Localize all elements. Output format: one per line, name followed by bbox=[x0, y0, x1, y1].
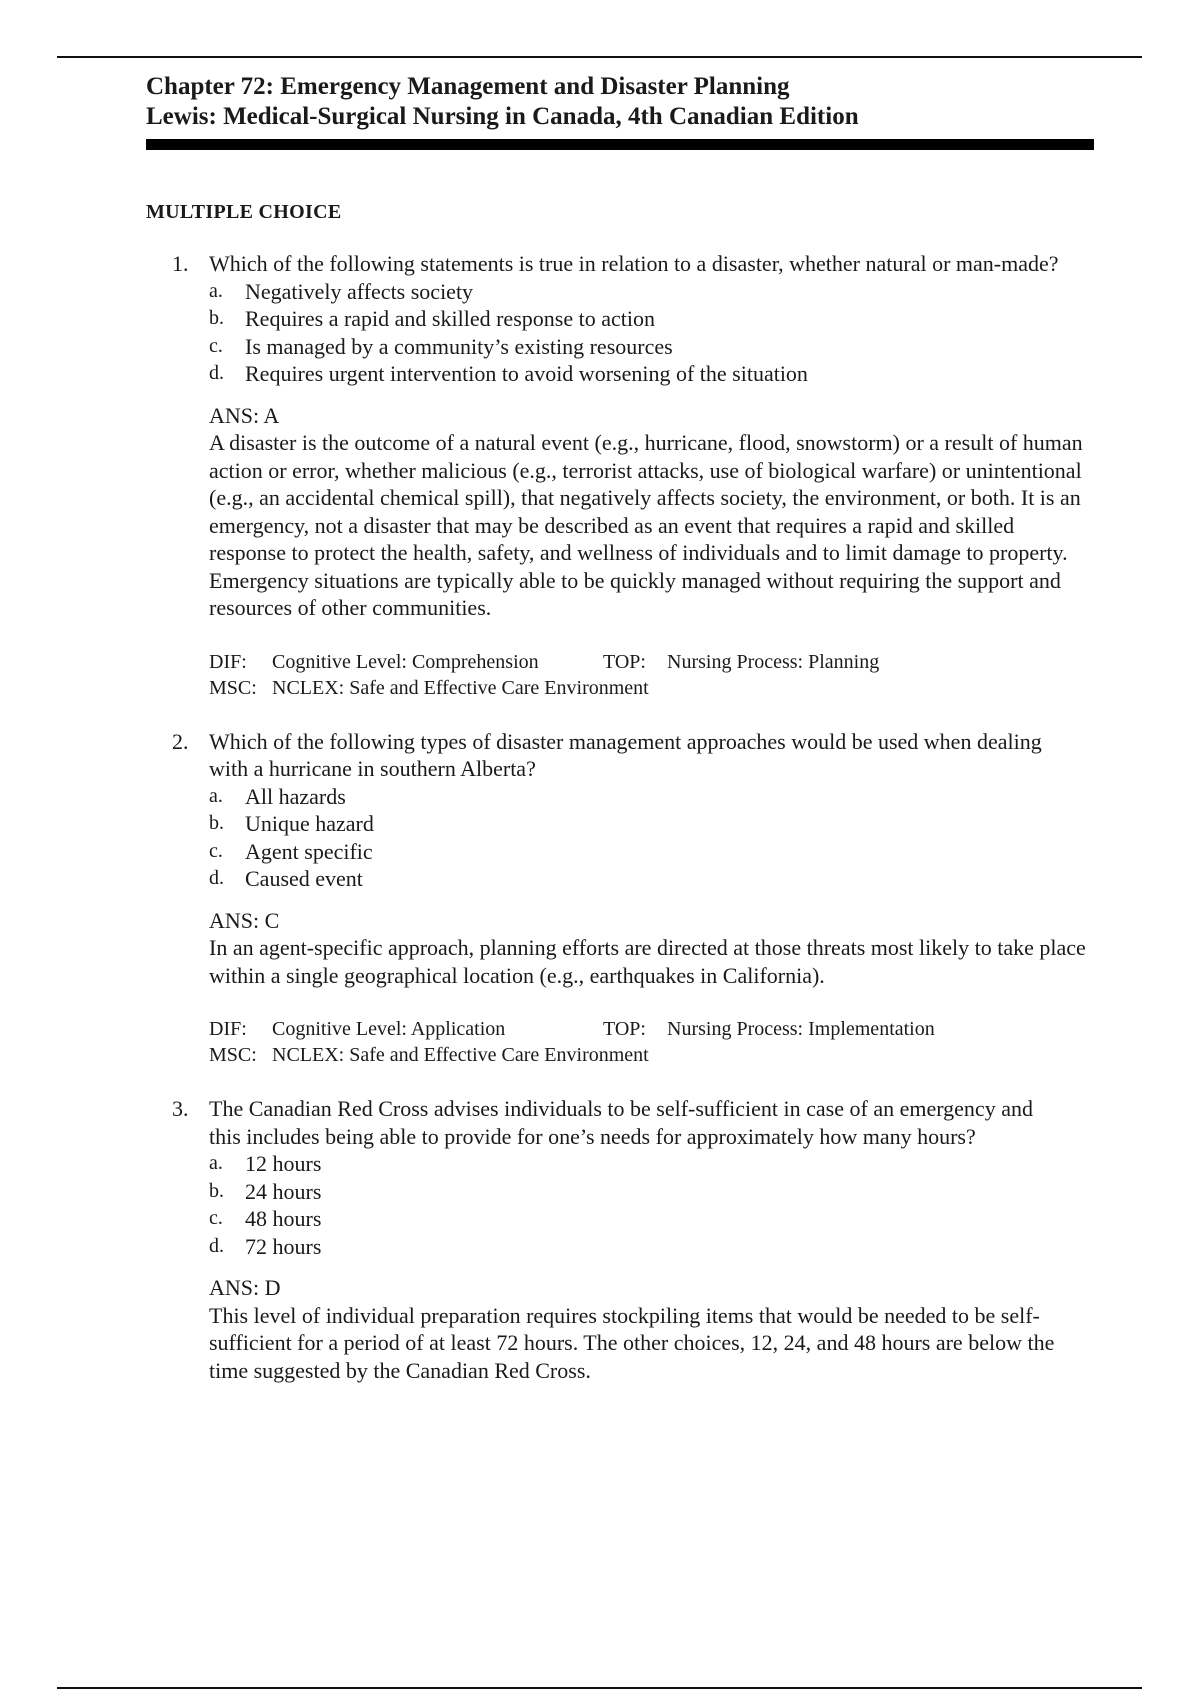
choice-letter: d. bbox=[209, 867, 224, 889]
choice-text: Unique hazard bbox=[245, 811, 374, 836]
question-1 bbox=[146, 250, 1096, 701]
question-stem: Which of the following types of disaster management approaches would be used when dealing with a hurricane in southern Alberta? bbox=[209, 728, 1042, 781]
question-stem: The Canadian Red Cross advises individuals to be self-sufficient in case of an emergency and this includes being able to provide for one’s needs for approximately how many hours? bbox=[209, 1096, 1033, 1149]
choice-text: 12 hours bbox=[245, 1151, 322, 1176]
choice-d bbox=[209, 865, 1096, 893]
msc-row bbox=[209, 675, 1096, 701]
choice-letter: c. bbox=[209, 334, 223, 357]
answer-key: ANS: D bbox=[209, 1275, 281, 1300]
choice-text: Requires a rapid and skilled response to action bbox=[245, 306, 655, 331]
question-number: 3. bbox=[172, 1096, 189, 1121]
choice-text: 24 hours bbox=[245, 1178, 322, 1204]
choice-a bbox=[209, 1150, 1096, 1178]
rationale-text: A disaster is the outcome of a natural event (e.g., hurricane, flood, snowstorm) or a result of human action or error, whether malicious (e.g., terrorist attacks, use of biological warfare) or unintentional (e.g., an accidental chemical spill), that negatively affects society, the environment, or both. It is an emergency, not a disaster that may be described as an event that requires a rapid and skilled response to protect the health, safety, and wellness of individuals and to limit damage to property. Emergency situations are typically able to be quickly managed without requiring the support and resources of other communities. bbox=[209, 430, 1083, 620]
choice-c bbox=[209, 1205, 1096, 1233]
choice-letter: b. bbox=[209, 307, 224, 329]
choice-letter: c. bbox=[209, 839, 223, 862]
msc-value: NCLEX: Safe and Effective Care Environment bbox=[272, 1044, 649, 1066]
bottom-page-rule bbox=[57, 1687, 1142, 1689]
dif-label: DIF: bbox=[209, 1018, 247, 1040]
choice-b bbox=[209, 810, 1096, 838]
choice-list bbox=[209, 783, 1096, 893]
question-number: 1. bbox=[172, 251, 189, 276]
dif-top-row bbox=[209, 1016, 1096, 1042]
choice-text: All hazards bbox=[245, 783, 346, 809]
rationale-text: In an agent-specific approach, planning efforts are directed at those threats most likely to take place within a single geographical location (e.g., earthquakes in California). bbox=[209, 935, 1086, 988]
choice-letter: a. bbox=[209, 784, 223, 807]
choice-b bbox=[209, 1178, 1096, 1206]
choice-text: Caused event bbox=[245, 866, 363, 891]
choice-b bbox=[209, 305, 1096, 333]
choice-a bbox=[209, 783, 1096, 811]
answer-block bbox=[209, 907, 1096, 990]
msc-label: MSC: bbox=[209, 676, 257, 699]
choice-letter: b. bbox=[209, 812, 224, 834]
choice-text: Is managed by a community’s existing resources bbox=[245, 333, 673, 359]
document-body bbox=[146, 72, 1096, 1384]
msc-row bbox=[209, 1042, 1096, 1068]
question-number: 2. bbox=[172, 728, 189, 754]
choice-letter: a. bbox=[209, 1152, 223, 1174]
question-2 bbox=[146, 728, 1096, 1069]
dif-top-row bbox=[209, 649, 1096, 675]
choice-a bbox=[209, 278, 1096, 306]
answer-key: ANS: C bbox=[209, 907, 280, 933]
choice-letter: a. bbox=[209, 279, 223, 302]
choice-c bbox=[209, 333, 1096, 361]
choice-d bbox=[209, 1233, 1096, 1261]
choice-letter: b. bbox=[209, 1179, 224, 1202]
choice-text: Negatively affects society bbox=[245, 278, 474, 304]
answer-block bbox=[209, 402, 1096, 622]
header-rule bbox=[146, 139, 1094, 150]
top-value: Nursing Process: Implementation bbox=[667, 1018, 935, 1040]
rationale-text: This level of individual preparation requires stockpiling items that would be needed to be self-sufficient for a period of at least 72 hours. The other choices, 12, 24, and 48 hours are below the time suggested by the Canadian Red Cross. bbox=[209, 1302, 1055, 1383]
top-label: TOP: bbox=[603, 1018, 646, 1040]
msc-value: NCLEX: Safe and Effective Care Environment bbox=[272, 676, 649, 699]
choice-letter: d. bbox=[209, 1234, 224, 1257]
choice-list bbox=[209, 278, 1096, 388]
top-value: Nursing Process: Planning bbox=[667, 650, 880, 673]
choice-text: 48 hours bbox=[245, 1206, 322, 1231]
question-metadata bbox=[209, 649, 1096, 701]
chapter-title: Chapter 72: Emergency Management and Disaster Planning bbox=[146, 73, 790, 100]
book-title: Lewis: Medical-Surgical Nursing in Canada, 4th Canadian Edition bbox=[146, 103, 859, 130]
question-3 bbox=[146, 1095, 1096, 1384]
question-metadata bbox=[209, 1016, 1096, 1068]
msc-label: MSC: bbox=[209, 1044, 257, 1066]
choice-letter: d. bbox=[209, 362, 224, 384]
question-stem: Which of the following statements is true in relation to a disaster, whether natural or man-made? bbox=[209, 251, 1059, 276]
choice-list bbox=[209, 1150, 1096, 1260]
dif-label: DIF: bbox=[209, 650, 247, 673]
choice-text: Agent specific bbox=[245, 838, 373, 864]
choice-text: 72 hours bbox=[245, 1233, 322, 1259]
dif-value: Cognitive Level: Comprehension bbox=[272, 650, 539, 673]
top-page-rule bbox=[57, 56, 1142, 58]
section-heading: MULTIPLE CHOICE bbox=[146, 201, 342, 223]
choice-d bbox=[209, 360, 1096, 388]
choice-text: Requires urgent intervention to avoid worsening of the situation bbox=[245, 361, 808, 386]
answer-key: ANS: A bbox=[209, 402, 280, 428]
choice-c bbox=[209, 838, 1096, 866]
answer-block bbox=[209, 1274, 1096, 1384]
top-label: TOP: bbox=[603, 650, 646, 673]
choice-letter: c. bbox=[209, 1207, 223, 1229]
document-header bbox=[146, 72, 1096, 150]
dif-value: Cognitive Level: Application bbox=[272, 1018, 506, 1040]
